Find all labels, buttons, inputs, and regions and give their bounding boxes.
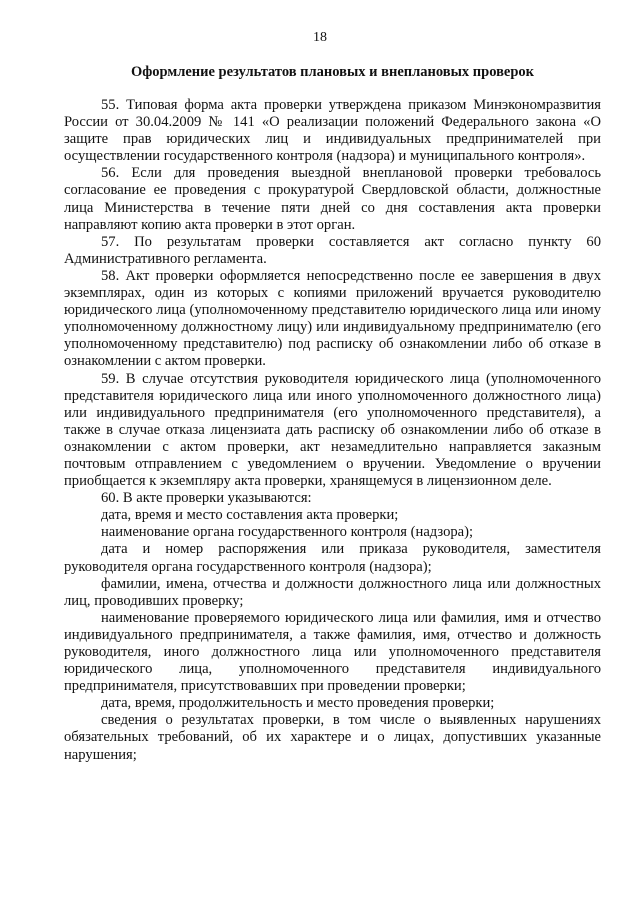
paragraph-56: 56. Если для проведения выездной внеплановой проверки требовалось согласование ее проведения с прокуратурой Свердловской области, должностные лица Министерства в течение пяти дней со дня составления акта проверки направляют копию акта проверки в этот орган. [64, 165, 601, 233]
paragraph-59: 59. В случае отсутствия руководителя юридического лица (уполномоченного представителя юридического лица или иного уполномоченного должностного лица) или индивидуального предпринимателя (его уполномоченного представителя), а также в случае отказа лицензиата дать расписку об ознакомлении либо об отказе в ознакомлении с актом проверки, акт незамедлительно направляется заказным почтовым отправлением с уведомлением о вручении. Уведомление о вручении приобщается к экземпляру акта проверки, хранящемуся в лицензионном деле. [64, 370, 601, 490]
list-item: фамилии, имена, отчества и должности должностного лица или должностных лиц, проводивших проверку; [64, 575, 601, 609]
list-item: наименование органа государственного контроля (надзора); [101, 524, 474, 541]
document-body [64, 97, 601, 764]
list-item: сведения о результатах проверки, в том числе о выявленных нарушениях обязательных требований, об их характере и о лицах, допустивших указанные нарушения; [64, 712, 601, 763]
paragraph-60: 60. В акте проверки указываются: [101, 490, 312, 507]
paragraph-57: 57. По результатам проверки составляется акт согласно пункту 60 Административного регламента. [64, 233, 601, 267]
paragraph-55: 55. Типовая форма акта проверки утверждена приказом Минэкономразвития России от 30.04.2009 № 141 «О реализации положений Федерального закона «О защите прав юридических лиц и индивидуальных предпринимателей при осуществлении государственного контроля (надзора) и муниципального контроля». [64, 97, 601, 165]
section-heading: Оформление результатов плановых и внеплановых проверок [130, 64, 535, 80]
list-item: дата, время, продолжительность и место проведения проверки; [101, 695, 495, 712]
page-number: 18 [313, 30, 327, 45]
list-item: дата и номер распоряжения или приказа руководителя, заместителя руководителя органа государственного контроля (надзора); [64, 541, 601, 575]
paragraph-58: 58. Акт проверки оформляется непосредственно после ее завершения в двух экземплярах, один из которых с копиями приложений вручается руководителю юридического лица (уполномоченному представителю юридического лица или иному уполномоченному должностному лицу) или индивидуальному предпринимателю (его уполномоченному представителю) под расписку об ознакомлении либо об отказе в ознакомлении с актом проверки. [64, 267, 601, 370]
list-item: дата, время и место составления акта проверки; [101, 507, 399, 524]
list-item: наименование проверяемого юридического лица или фамилия, имя и отчество индивидуального предпринимателя, а также фамилия, имя, отчество и должность руководителя, иного должностного лица или уполномоченного представителя юридического лица, уполномоченного представителя индивидуального предпринимателя, присутствовавших при проведении проверки; [64, 609, 601, 695]
